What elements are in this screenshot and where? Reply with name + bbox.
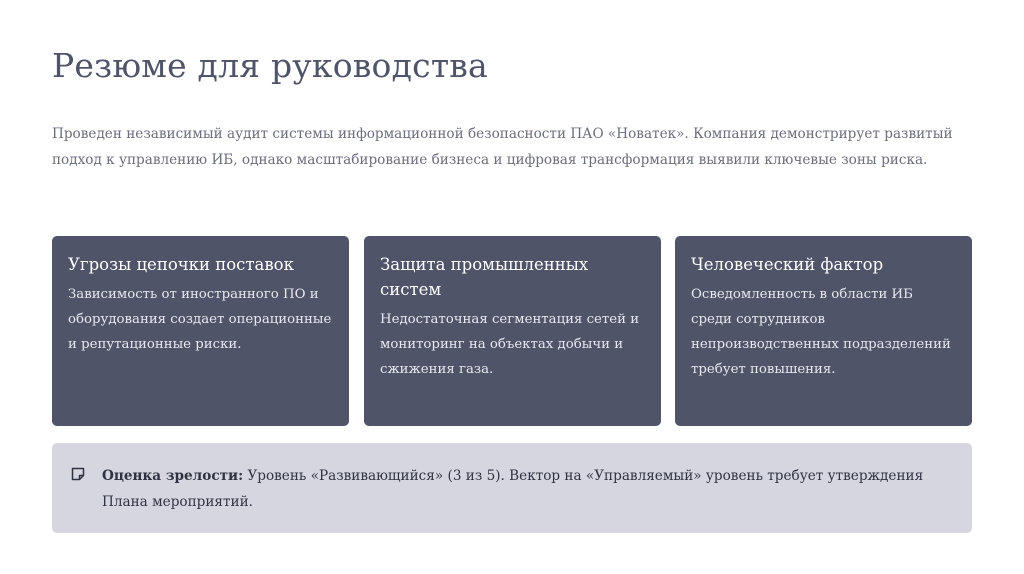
maturity-assessment-box — [52, 443, 972, 533]
card-title: Человеческий фактор — [691, 255, 884, 274]
card-supply-chain — [52, 236, 349, 426]
page-title: Резюме для руководства — [52, 46, 488, 85]
card-text: Зависимость от иностранного ПО и оборудования создает операционные и репутационные риски. — [68, 287, 332, 352]
card-text: Недостаточная сегментация сетей и мониторинг на объектах добычи и сжижения газа. — [380, 312, 640, 377]
card-text: Осведомленность в области ИБ среди сотрудников непроизводственных подразделений требует повышения. — [691, 287, 951, 377]
assessment-label: Оценка зрелости: — [102, 468, 244, 484]
card-human-factor — [675, 236, 972, 426]
card-title: Защита промышленных систем — [380, 255, 589, 299]
assessment-text — [102, 463, 952, 515]
note-icon — [71, 467, 85, 481]
card-title: Угрозы цепочки поставок — [68, 255, 294, 274]
intro-paragraph: Проведен независимый аудит системы информационной безопасности ПАО «Новатек». Компания демонстрирует развитый подход к управлению ИБ, однако масштабирование бизнеса и цифровая трансформация выявили ключевые зоны риска. — [52, 126, 953, 168]
card-industrial-systems — [364, 236, 661, 426]
assessment-body: Уровень «Развивающийся» (3 из 5). Вектор на «Управляемый» уровень требует утверждения Плана мероприятий. — [102, 468, 924, 510]
